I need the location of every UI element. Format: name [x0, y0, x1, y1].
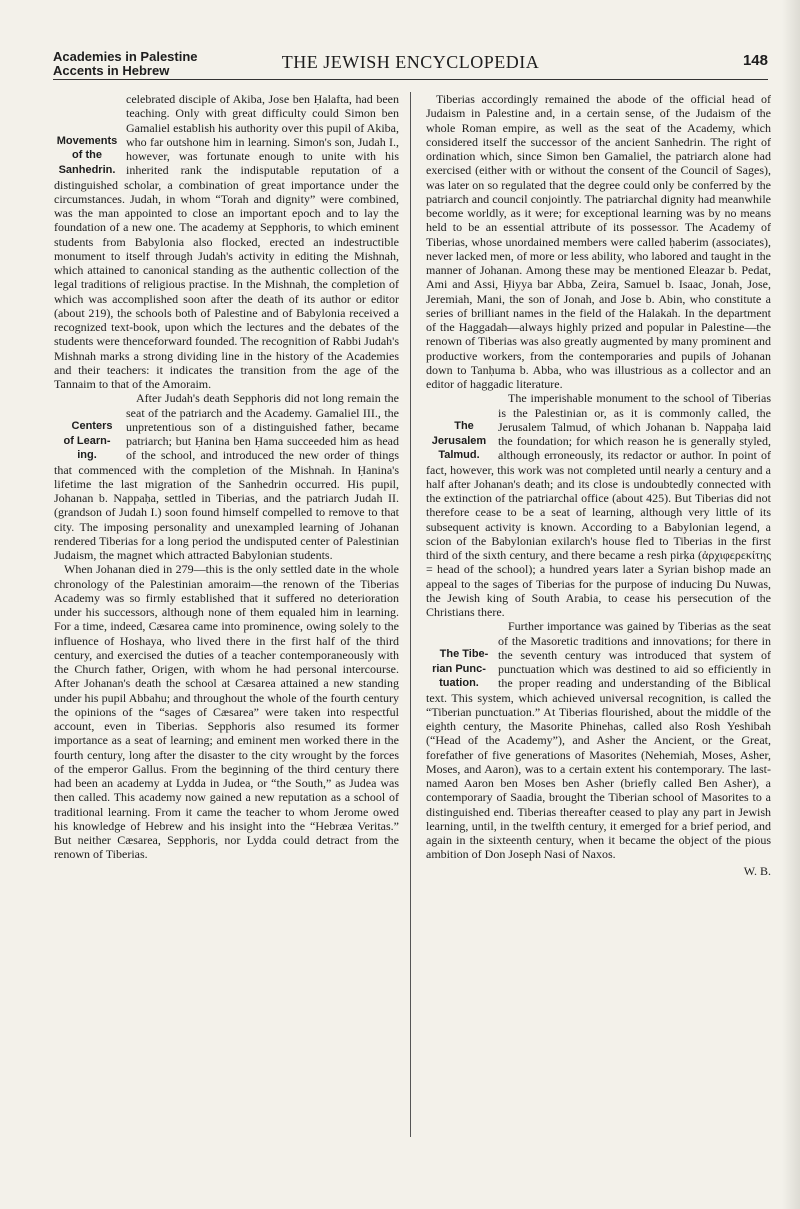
sidenote-movements: Movements of the Sanhedrin.: [56, 135, 118, 176]
paragraph: [54, 92, 399, 391]
page-number: 148: [742, 52, 768, 69]
publication-title: THE JEWISH ENCYCLOPEDIA: [281, 52, 540, 72]
running-header: [53, 44, 768, 78]
paragraph-text: Tiberias accordingly remained the abode of the official head of Judaism in Palestine and, in a certain sense, of the Judaism of the whole Roman empire, as well as the seat of the Academy, which considered itself the successor of the ancient Sanhedrin. The right of ordination which, since Simon ben Gamaliel, the patriarch alone had exercised (either with or without the consent of the Council of Sages), was later on so regulated that the degree could only be conferred by the patriarch and council conjointly. The patriarchal dignity had meanwhile become worldly, as it were; for exceptional learning was by no means held to be an essential attribute of its possessor. The Academy of Tiberias, whose unordained members were called ḥaberim (associates), never lacked men, of more or less ability, who labored and taught in the manner of Johanan. Among these may be mentioned Eleazar b. Pedat, Ami and Assi, Ḥiyya bar Abba, Zeira, Samuel b. Isaac, Jonah, Jose, Jeremiah, Mani, the son of Jonah, and Jose b. Abin, who constitute a series of brilliant names in the field of the Halakah. In the department of the Haggadah—always highly prized and popular in Palestine—the renown of Tiberias was also greatly augmented by many prominent and productive workers, from the contemporaries and pupils of Johanan down to Tanḥuma b. Abba, who was illustrious as a collector and an editor of haggadic literature.: [426, 92, 771, 391]
paragraph-text: The imperishable monument to the school of Tiberias is the Palestinian or, as it is commonly called, the Jerusalem Talmud, of which Johanan b. Nappaḥa laid the foundation; for which reason he is generally styled, although erroneously, its redactor or author. In point of fact, however, this work was not completed until nearly a century and a half after Johanan's death; and its close is undoubtedly connected with the extinction of the patriarchal office (about 425). But Tiberias did not therefore cease to be a seat of learning, although very little of its subsequent activity is known. According to a Babylonian legend, a scion of the Babylonian exilarch's house fled to Tiberias in the first third of the sixth century, and there became a resh pirḳa (ἀρχιφερεκίτης = head of the school); a hundred years later a Syrian bishop made an appeal to the sages of Tiberias for the purpose of inducing Du Nuwas, the Jewish king of South Arabia, to cease his persecution of the Christians there.: [426, 391, 771, 619]
paragraph-text: Further importance was gained by Tiberias as the seat of the Masoretic traditions and innovations; for there in the seventh century was introduced that system of punctuation which was destined to aid so efficiently in the proper reading and understanding of the Biblical text. This system, which achieved universal recognition, is called the “Tiberian punctuation.” At Tiberias flourished, about the middle of the eighth century, the Masorite Phinehas, called also Rosh Yeshibah (“Head of the Academy”), and Asher the Ancient, or the Great, forefather of five generations of Masorites (Nehemiah, Moses, Asher, Moses, and Aaron), was to a certain extent his contemporary. The last-named Aaron ben Moses ben Asher (briefly called Ben Asher), a contemporary of Saadia, brought the Tiberian school of Masorites to a distinguished end. Tiberias thereafter ceased to play any part in Jewish learning, until, in the twelfth century, it emerged for a brief period, and again in the sixteenth century, when it became the object of the pious ambition of Don Joseph Nasi of Naxos.: [426, 619, 771, 862]
section-label-line1: Academies in Palestine: [53, 49, 198, 64]
left-column: [54, 92, 399, 862]
sidenote-tiberian-punctuation: The Tibe- rian Punc- tuation.: [432, 648, 489, 689]
paragraph: [54, 391, 399, 562]
page-edge-shadow: [782, 0, 800, 1209]
paragraph-text: After Judah's death Sepphoris did not long remain the seat of the patriarch and the Academy. Gamaliel III., the unpretentious son of a distinguished father, became patriarch; but Ḥanina ben Ḥama succeeded him as head of the school, and introduced the new order of things that commenced with the completion of the Mishnah. In Ḥanina's lifetime the last migration of the Sanhedrin occurred. His pupil, Johanan b. Nappaḥa, settled in Tiberias, and the patriarch Judah II. (grandson of Judah I.) soon found himself compelled to remove to that city. The imposing personality and unexampled learning of Johanan rendered Tiberias for a long period the undisputed center of Palestinian Judaism, the magnet which attracted Babylonian students.: [54, 391, 399, 562]
paragraph-text: When Johanan died in 279—this is the only settled date in the whole chronology of the Palestinian amoraim—the renown of the Tiberias Academy was so firmly established that it suffered no deterioration under his successors, although none of them equaled him in learning. For a time, indeed, Cæsarea came into prominence, owing solely to the influence of Hoshaya, who lived there in the first half of the third century, and exercised the duties of a teacher contemporaneously with the Church father, Origen, with whom he had personal intercourse. After Johanan's death the school at Cæsarea attained a new standing under his pupil Abbahu; and throughout the whole of the fourth century the opinions of the “sages of Cæsarea” were taken into respectful account, even in Tiberias. Sepphoris also resumed its former importance as a seat of learning; and eminent men worked there in the fourth century, long after the disaster to the city wrought by the forces of the emperor Gallus. From the beginning of the third century there had been an academy at Lydda in Judea, or “the South,” as Judea was then called. This academy now gained a new reputation as a school of traditional learning. From it came the teacher to whom Jerome owed his knowledge of Hebrew and his insight into the “Hebræa Veritas.” But neither Cæsarea, Sepphoris, nor Lydda could detract from the renown of Tiberias.: [54, 562, 399, 862]
paragraph: [54, 562, 399, 861]
header-rule: [53, 79, 768, 80]
right-column: [426, 92, 771, 878]
section-label-line2: Accents in Hebrew: [53, 63, 170, 78]
sidenote-jerusalem-talmud: The Jerusalem Talmud.: [431, 420, 487, 461]
paragraph: [426, 391, 771, 619]
author-signature: W. B.: [743, 863, 771, 878]
paragraph-text: celebrated disciple of Akiba, Jose ben Ḥalafta, had been teaching. Only with great difficulty could Simon ben Gamaliel establish his authority over this pupil of Akiba, who far outshone him in learning. Simon's son, Judah I., however, was fortunate enough to unite with his inherited rank the indisputable reputation of a distinguished scholar, a combination of great importance under the circumstances. Judah, in whom “Torah and dignity” were combined, was the man appointed to close an important epoch and to lay the foundation of a new one. The academy at Sepphoris, to which eminent students from Babylonia also flocked, erected an indestructible monument to itself through Judah's activity in editing the Mishnah, which attained to canonical standing as the authentic collection of the legal traditions of religious practise. In the Mishnah, the completion of which was accomplished soon after the death of its author or editor (about 219), the schools both of Palestine and of Babylonia received a recognized text-book, upon which the lectures and the debates of the students were thenceforward founded. The recognition of Rabbi Judah's Mishnah marks a strong dividing line in the history of the Academies and their teachers: it indicates the transition from the age of the Tannaim to that of the Amoraim.: [54, 92, 399, 391]
column-divider: [410, 92, 411, 1137]
paragraph: [426, 92, 771, 391]
paragraph: [426, 619, 771, 861]
sidenote-centers: Centers of Learn- ing.: [63, 420, 113, 461]
